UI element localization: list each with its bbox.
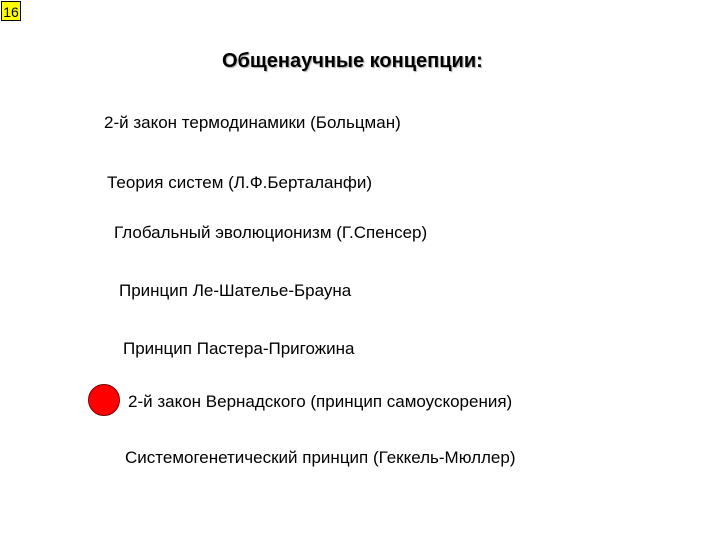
slide-title: Общенаучные концепции:	[222, 50, 483, 72]
concept-item-haeckel-muller: Системогенетический принцип (Геккель-Мюллер)	[125, 448, 516, 467]
concept-item-vernadsky: 2-й закон Вернадского (принцип самоускорения)	[128, 392, 513, 411]
concept-item-boltzmann: 2-й закон термодинамики (Больцман)	[104, 113, 401, 132]
concept-item-le-chatelier: Принцип Ле-Шателье-Брауна	[119, 281, 352, 300]
red-circle-marker-icon	[88, 384, 120, 416]
concept-item-spencer: Глобальный эволюционизм (Г.Спенсер)	[114, 223, 428, 242]
concept-item-pasteur-prigogine: Принцип Пастера-Пригожина	[123, 339, 355, 358]
slide-number-badge: 16	[1, 1, 21, 21]
concept-item-bertalanffy: Теория систем (Л.Ф.Берталанфи)	[107, 173, 373, 192]
